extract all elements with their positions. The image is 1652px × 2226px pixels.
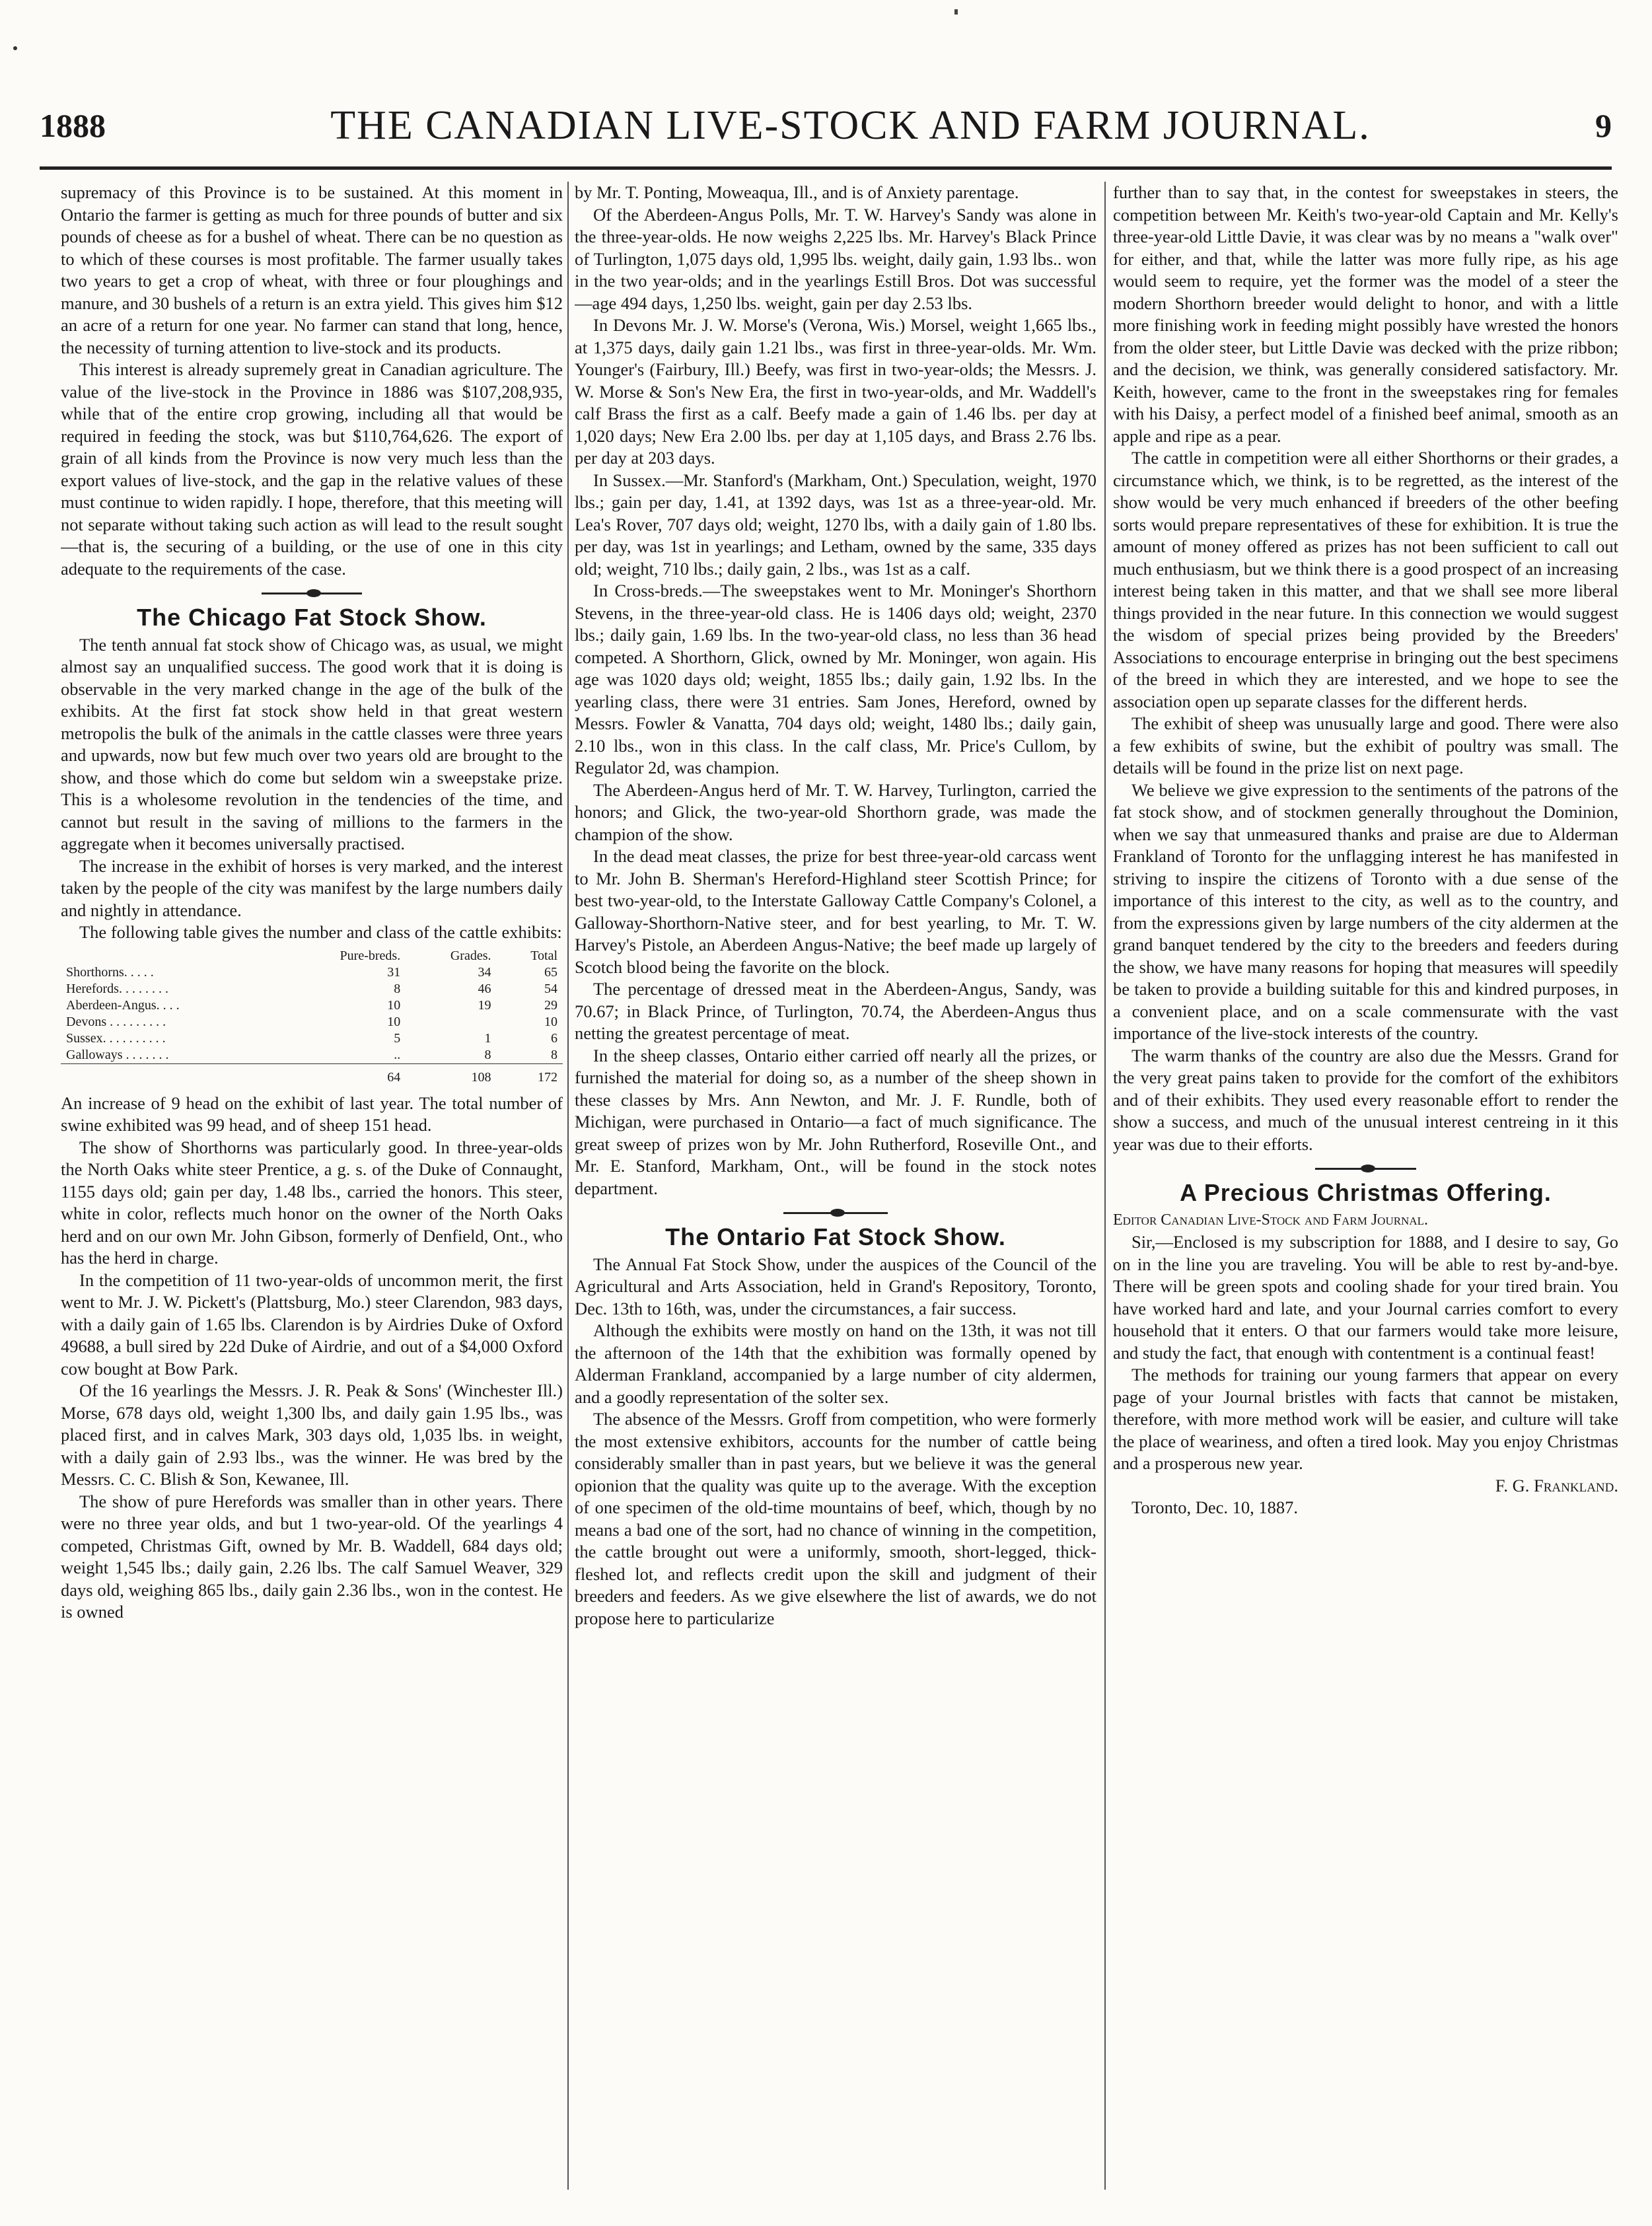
paragraph: supremacy of this Province is to be sustained. At this moment in Ontario the farmer is getting as much for three pounds of butter and six pounds of cheese as for a bushel of wheat. There can be no question as to which of these courses is most profitable. The farmer usually takes two years to get a crop of wheat, with three or four ploughings and manure, and 30 bushels of a return is an extra yield. This gives him $12 an acre of a return for one year. No farmer can stand that long, hence, the necessity of turning attention to live-stock and its products.	[61, 182, 563, 357]
table-cell: 54	[544, 981, 557, 996]
column-3	[1113, 182, 1618, 2190]
table-header	[61, 948, 280, 964]
table-header: Pure-breds.	[340, 948, 401, 963]
paragraph: The following table gives the number and class of the cattle exhibits:	[79, 922, 562, 942]
table-header: Total	[530, 948, 557, 963]
section-heading-ontario: The Ontario Fat Stock Show.	[665, 1223, 1006, 1250]
table-cell: 5	[394, 1030, 401, 1046]
table-cell: 10	[544, 1014, 557, 1029]
paragraph: In Sussex.—Mr. Stanford's (Markham, Ont.) Speculation, weight, 1970 lbs.; gain per day, 1.41, at 1392 days, was 1st as a three-year-old. Mr. Lea's Rover, 707 days old; weight, 1270 lbs, with a daily gain of 1.80 lbs. per day, was 1st in yearlings; and Letham, owned by the same, 335 days old; weight, 710 lbs.; daily gain, 2 lbs., was 1st as a calf.	[575, 470, 1096, 579]
column-divider-2	[1104, 182, 1106, 2190]
cattle-exhibits-table	[61, 948, 563, 1086]
table-total-row	[61, 1063, 563, 1086]
table-row	[61, 1014, 563, 1030]
paragraph: The cattle in competition were all either Shorthorns or their grades, a circumstance which, we think, is to be regretted, as the interest of the show would be very much enhanced if breeders of the other beefing sorts would prepare representatives of these for exhibition. It is true the amount of money offered as prizes has not been sufficient to call out much enthusiasm, but we think there is a good prospect of an increasing interest being taken in this matter, and that we shall see more liberal things provided in the near future. In this connection we would suggest the wisdom of special prizes being provided by the Breeders' Associations to encourage enterprise in bringing out the best specimens of the breed in which they are interested, and we hope to see the association open up separate classes for the different herds.	[1113, 448, 1618, 711]
table-cell: 8	[394, 981, 401, 996]
page-header	[40, 99, 1612, 152]
paragraph: The warm thanks of the country are also due the Messrs. Grand for the very great pains taken to provide for the comfort of the exhibitors and of their exhibits. They used every reasonable effort to render the show a success, and much of the unusual interest centreing in it this year was due to their efforts.	[1113, 1045, 1618, 1154]
paragraph: The exhibit of sheep was unusually large and good. There were also a few exhibits of swine, but the exhibit of poultry was small. The details will be found in the prize list on next page.	[1113, 713, 1618, 777]
table-cell: 46	[478, 981, 491, 996]
table-row	[61, 981, 563, 997]
section-separator	[575, 1206, 1096, 1219]
paragraph: We believe we give expression to the sentiments of the patrons of the fat stock show, and of stockmen generally throughout the Dominion, when we say that unmeasured thanks and praise are due to Alderman Frankland of Toronto for the unflagging interest he has manifested in striving to inspire the citizens of Toronto with a due sense of the importance of this interest to the city, as well as to the country, and from the expressions given by large numbers of the city aldermen at the grand banquet tendered by the city to the breeders and feeders during the show, we have many reasons for hoping that measures will speedily be taken to provide a building suitable for this and kindred purposes, in a convenient place, and on a scale commensurate with the vast importance of the live-stock interests of the country.	[1113, 779, 1618, 1043]
paragraph: In Cross-breds.—The sweepstakes went to Mr. Moninger's Shorthorn Stevens, in the three-year-old class. He is 1406 days old; weight, 2370 lbs.; daily gain, 1.69 lbs. In the two-year-old class, no less than 36 head competed. A Shorthorn, Glick, owned by Mr. Moninger, won again. His age was 1020 days old; weight, 1855 lbs.; daily gain, 1.92 lbs. In the yearling class, there were 31 entries. Sam Jones, Hereford, owned by Messrs. Fowler & Vanatta, 704 days old; weight, 1480 lbs.; daily gain, 2.10 lbs., won in this class. In the calf class, Mr. Price's Cullom, by Regulator 2d, was champion.	[575, 581, 1096, 777]
column-divider-1	[567, 182, 569, 2190]
table-row	[61, 964, 563, 981]
table-cell: Galloways . . . . . . .	[66, 1047, 169, 1062]
section-separator	[61, 587, 563, 600]
letter-signature: F. G. Frankland.	[1495, 1475, 1618, 1495]
header-year: 1888	[40, 107, 106, 144]
speck-mark-top	[954, 9, 958, 15]
paragraph: further than to say that, in the contest for sweepstakes in steers, the competition between Mr. Keith's two-year-old Captain and Mr. Kelly's three-year-old Little Davie, it was clear was by no means a "walk over" for either, and that, while the latter was more fully ripe, as his age would seem to require, yet the former was the model of a steer the modern Shorthorn breeder would delight to honor, and with a little more finishing work in feeding might possibly have wrested the honors from the older steer, but Little Davie was decked with the prize ribbon; and the decision, we think, was generally considered satisfactory. Mr. Keith, however, came to the front in the sweepstakes ring for females with his Daisy, a perfect model of a finished beef animal, smooth as an apple and ripe as a pear.	[1113, 182, 1618, 446]
paragraph: In Devons Mr. J. W. Morse's (Verona, Wis.) Morsel, weight 1,665 lbs., at 1,375 days, daily gain 1.21 lbs., was first in three-year-olds. Mr. Wm. Younger's (Fairbury, Ill.) Beefy, was first in two-year-olds; the Messrs. J. W. Morse & Son's New Era, the first in two-year-olds, and Mr. Waddell's calf Brass the first as a calf. Beefy made a gain of 1.46 lbs. per day at 1,020 days; New Era 2.00 lbs. per day at 1,105 days, and Brass 2.76 lbs. per day at 203 days.	[575, 315, 1096, 468]
paragraph: In the sheep classes, Ontario either carried off nearly all the prizes, or furnished the material for doing so, as a number of the sheep shown in these classes by Mrs. Ann Newton, and Mr. J. F. Rundle, both of Michigan, were purchased in Ontario—a fact of much significance. The great sweep of prizes won by Mr. John Rutherford, Roseville Ont., and Mr. E. Stanford, Markham, Ont., will be found in the stock notes department.	[575, 1045, 1096, 1198]
table-cell: 64	[280, 1063, 406, 1086]
paragraph: The methods for training our young farmers that appear on every page of your Journal bristles with facts that cannot be mistaken, therefore, with more method work will be easier, and culture will take the place of weariness, and often a tired look. May you enjoy Christmas and a prosperous new year.	[1113, 1365, 1618, 1473]
paragraph: The increase in the exhibit of horses is very marked, and the interest taken by the people of the city was manifest by the large numbers daily and nightly in attendance.	[61, 855, 563, 920]
table-cell: 8	[484, 1047, 491, 1062]
paragraph: The percentage of dressed meat in the Aberdeen-Angus, Sandy, was 70.67; in Black Prince, of Turlington, 70.74, the Aberdeen-Angus thus netting the greatest percentage of meat.	[575, 979, 1096, 1043]
page-number: 9	[1595, 107, 1612, 144]
table-cell: Sussex. . . . . . . . . .	[66, 1030, 166, 1046]
paragraph: The show of pure Herefords was smaller than in other years. There were no three year olds, and but 1 two-year-old. Of the yearlings 4 competed, Christmas Gift, owned by Mr. B. Waddell, 684 days old; weight 1,545 lbs.; daily gain, 2.26 lbs. The calf Samuel Weaver, 329 days old, weighing 865 lbs., daily gain 2.36 lbs., won in the contest. He is owned	[61, 1491, 563, 1622]
paragraph: The Annual Fat Stock Show, under the auspices of the Council of the Agricultural and Arts Association, held in Grand's Repository, Toronto, Dec. 13th to 16th, was, under the circumstances, a fair success.	[575, 1254, 1096, 1318]
table-row	[61, 997, 563, 1014]
paragraph: The absence of the Messrs. Groff from competition, who were formerly the most extensive exhibitors, accounts for the number of cattle being considerably smaller than in past years, but we believe it was the general opionion that the quality was quite up to the average. With the exception of one specimen of the old-time mountains of beef, which, though by no means a bad one of the sort, had no chance of winning in the competition, the cattle brought out were a uniformly, smooth, short-legged, thick-fleshed lot, and reflects credit upon the skill and judgment of their breeders and feeders. As we give elsewhere the list of awards, we do not propose here to particularize	[575, 1409, 1096, 1628]
table-cell: 1	[484, 1030, 491, 1046]
journal-title: THE CANADIAN LIVE-STOCK AND FARM JOURNAL.	[330, 102, 1371, 148]
table-cell: 10	[387, 1014, 401, 1029]
paragraph: In the competition of 11 two-year-olds of uncommon merit, the first went to Mr. J. W. Pickett's (Plattsburg, Mo.) steer Clarendon, 983 days, with a daily gain of 1.65 lbs. Clarendon is by Airdries Duke of Oxford 49688, a bull sired by 22d Duke of Airdrie, and out of a $4,000 Oxford cow bought at Bow Park.	[61, 1270, 563, 1379]
column-2	[575, 182, 1096, 2190]
table-cell: 31	[387, 964, 401, 980]
table-cell: Devons . . . . . . . . .	[66, 1014, 166, 1029]
editor-salutation: Editor Canadian Live-Stock and Farm Journal.	[1113, 1211, 1428, 1229]
paragraph: An increase of 9 head on the exhibit of last year. The total number of swine exhibited was 99 head, and of sheep 151 head.	[61, 1093, 563, 1135]
table-cell: 34	[478, 964, 491, 980]
table-cell: 65	[544, 964, 557, 980]
section-separator	[1113, 1162, 1618, 1175]
table-cell	[61, 1063, 280, 1086]
paragraph: Sir,—Enclosed is my subscription for 1888, and I desire to say, Go on in the line you are traveling. You will be able to rest by-and-bye. There will be green spots and cooling shade for your tired brain. You have worked hard and late, and your Journal carries comfort to every household that it enters. O that our farmers would take more leisure, and study the fact, that enough with contentment is a continual feast!	[1113, 1232, 1618, 1363]
table-cell: ..	[394, 1047, 401, 1062]
paragraph: The tenth annual fat stock show of Chicago was, as usual, we might almost say an unqualified success. The good work that it is doing is observable in the very marked change in the age of the bulk of the exhibits. At the first fat stock show held in that great western metropolis the bulk of the animals in the cattle classes were three years and upwards, now but few much over two years old are brought to the show, and those which do come but seldom win a sweepstake prize. This is a wholesome revolution in the tendencies of the time, and cannot but result in the saving of millions to the farmers in the aggregate when it becomes universally practised.	[61, 634, 563, 853]
paragraph: The Aberdeen-Angus herd of Mr. T. W. Harvey, Turlington, carried the honors; and Glick, the two-year-old Shorthorn grade, was made the champion of the show.	[575, 779, 1096, 844]
table-cell: 108	[406, 1063, 496, 1086]
paragraph: Although the exhibits were mostly on hand on the 13th, it was not till the afternoon of the 14th that the exhibition was formally opened by Alderman Frankland, accompanied by a large number of city aldermen, and a goodly representation of the solter sex.	[575, 1320, 1096, 1407]
table-row	[61, 1030, 563, 1047]
header-rule	[40, 166, 1612, 170]
table-cell: Herefords. . . . . . . .	[66, 981, 168, 996]
paragraph: by Mr. T. Ponting, Moweaqua, Ill., and is of Anxiety parentage.	[575, 182, 1019, 202]
letter-dateline: Toronto, Dec. 10, 1887.	[1131, 1497, 1299, 1517]
table-cell: Shorthorns. . . . .	[66, 964, 154, 980]
table-row	[61, 1047, 563, 1064]
section-heading-chicago: The Chicago Fat Stock Show.	[137, 604, 487, 631]
table-cell: 19	[478, 997, 491, 1013]
table-cell: 6	[551, 1030, 557, 1046]
table-cell: 172	[497, 1063, 563, 1086]
table-header-row	[61, 948, 563, 964]
table-header: Grades.	[450, 948, 491, 963]
table-cell	[406, 1014, 496, 1030]
paragraph: This interest is already supremely great in Canadian agriculture. The value of the live-stock in the Province in 1886 was $107,208,935, while that of the entire crop growing, including all that would be required in feeding the stock, was but $110,764,626. The export of grain of all kinds from the Province is now very much less than the export values of live-stock, and the gap in the relative values of these must continue to widen rapidly. I hope, therefore, that this meeting will not separate without taking such action as will lead to the result sought—that is, the securing of a building, or the use of one in this city adequate to the requirements of the case.	[61, 359, 563, 579]
paragraph: The show of Shorthorns was particularly good. In three-year-olds the North Oaks white steer Prentice, a g. s. of the Duke of Connaught, 1155 days old; gain per day, 1.48 lbs., carried the honors. This steer, white in color, reflects much honor on the owner of the North Oaks herd and on our own Mr. John Gibson, formerly of Denfield, Ont., who has the herd in charge.	[61, 1137, 563, 1268]
column-1	[61, 182, 563, 2190]
table-cell: 8	[551, 1047, 557, 1062]
table-cell: Aberdeen-Angus. . . .	[66, 997, 180, 1013]
speck-mark	[13, 46, 17, 50]
paragraph: In the dead meat classes, the prize for best three-year-old carcass went to Mr. John B. Sherman's Hereford-Highland steer Scottish Prince; for best two-year-old, to the Interstate Galloway Cattle Company's Colonel, a Galloway-Shorthorn-Native steer, and for best yearling, to Mr. T. W. Harvey's Pistole, an Aberdeen Angus-Native; the beef made up largely of Scotch blood being the favorite on the block.	[575, 846, 1096, 977]
table-cell: 10	[387, 997, 401, 1013]
paragraph: Of the Aberdeen-Angus Polls, Mr. T. W. Harvey's Sandy was alone in the three-year-olds. He now weighs 2,225 lbs. Mr. Harvey's Black Prince of Turlington, 1,075 days old, 1,995 lbs. weight, daily gain, 1.93 lbs.. won in the two year-olds; and in the yearlings Estill Bros. Dot was successful—age 494 days, 1,250 lbs. weight, gain per day 2.53 lbs.	[575, 204, 1096, 313]
paragraph: Of the 16 yearlings the Messrs. J. R. Peak & Sons' (Winchester Ill.) Morse, 678 days old, weight 1,300 lbs, and daily gain 1.95 lbs., was placed first, and in calves Mark, 303 days old, 1,035 lbs. in weight, with a daily gain of 2.93 lbs., was the winner. He was bred by the Messrs. C. C. Blish & Son, Kewanee, Ill.	[61, 1381, 563, 1489]
table-cell: 29	[544, 997, 557, 1013]
section-heading-christmas: A Precious Christmas Offering.	[1180, 1179, 1552, 1206]
